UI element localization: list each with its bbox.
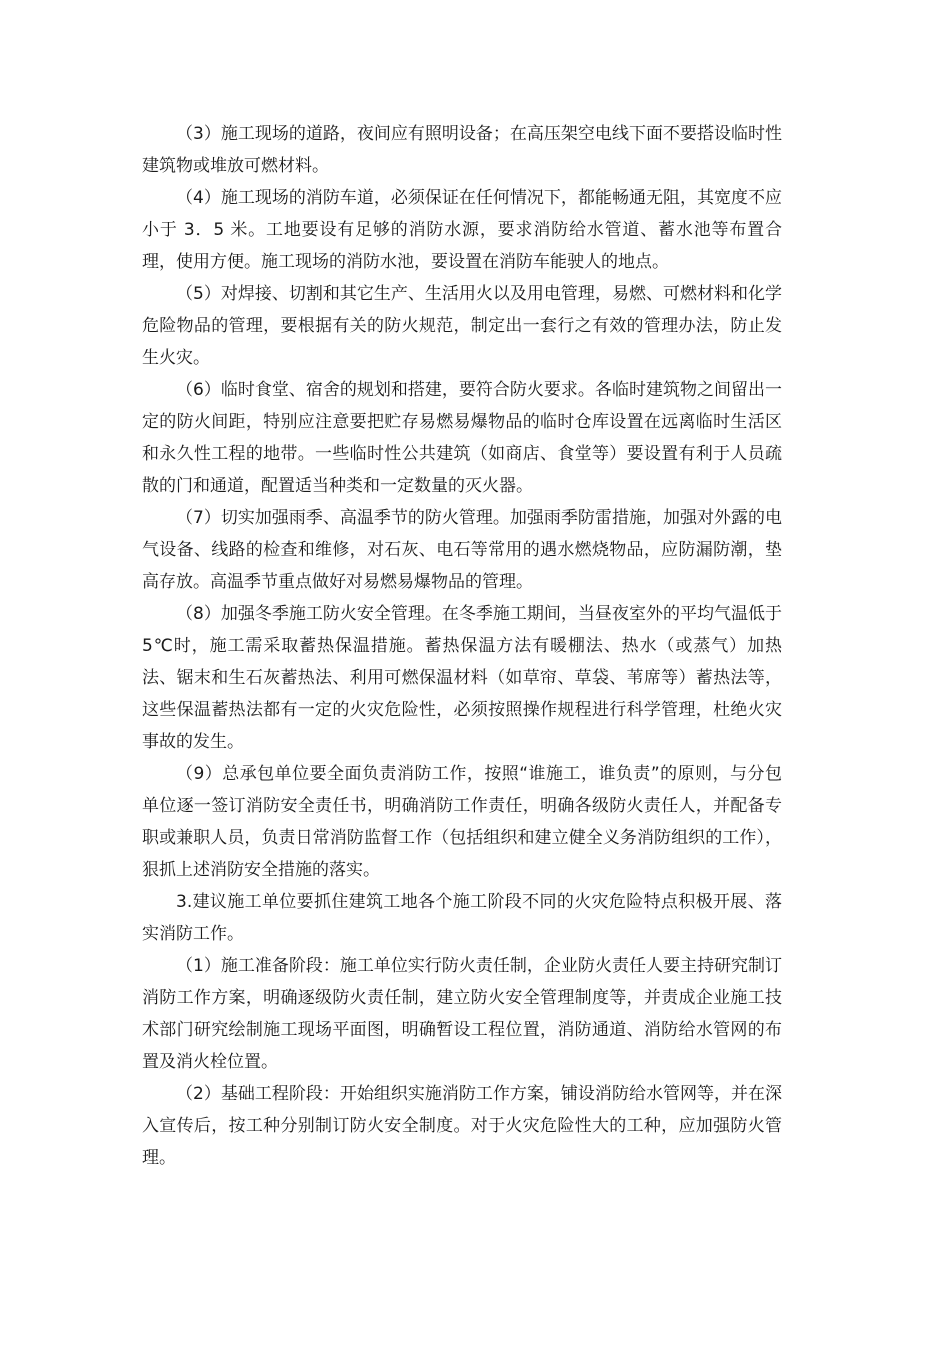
paragraph-fire-lane: （4）施工现场的消防车道，必须保证在任何情况下，都能畅通无阻，其宽度不应小于 3．5 米。工地要设有足够的消防水源，要求消防给水管道、蓄水池等布置合理，使用方便。施工现场的消防水池，要设置在消防车能驶人的地点。	[142, 188, 782, 272]
paragraph-foundation-stage: （2）基础工程阶段：开始组织实施消防工作方案，铺设消防给水管网等，并在深入宣传后，按工种分别制订防火安全制度。对于火灾危险性大的工种，应加强防火管理。	[142, 1084, 782, 1168]
document-body	[142, 118, 782, 1174]
paragraph-preparation-stage: （1）施工准备阶段：施工单位实行防火责任制，企业防火责任人要主持研究制订消防工作方案，明确逐级防火责任制，建立防火安全管理制度等，并责成企业施工技术部门研究绘制施工现场平面图，明确暂设工程位置，消防通道、消防给水管网的布置及消火栓位置。	[142, 956, 782, 1072]
paragraph-section-3: 3.建议施工单位要抓住建筑工地各个施工阶段不同的火灾危险特点积极开展、落实消防工作。	[142, 892, 782, 944]
paragraph-winter-construction: （8）加强冬季施工防火安全管理。在冬季施工期间，当昼夜室外的平均气温低于 5℃时，施工需采取蓄热保温措施。蓄热保温方法有暖棚法、热水（或蒸气）加热法、锯末和生石灰蓄热法、利用可燃保温材料（如草帘、草袋、苇席等）蓄热法等，这些保温蓄热法都有一定的火灾危险性，必须按照操作规程进行科学管理，杜绝火灾事故的发生。	[142, 604, 782, 752]
paragraph-temporary-buildings: （6）临时食堂、宿舍的规划和搭建，要符合防火要求。各临时建筑物之间留出一定的防火间距，特别应注意要把贮存易燃易爆物品的临时仓库设置在远离临时生活区和永久性工程的地带。一些临时性公共建筑（如商店、食堂等）要设置有利于人员疏散的门和通道，配置适当种类和一定数量的灭火器。	[142, 380, 782, 496]
paragraph-general-contractor: （9）总承包单位要全面负责消防工作，按照“谁施工，谁负责”的原则，与分包单位逐一签订消防安全责任书，明确消防工作责任，明确各级防火责任人，并配备专职或兼职人员，负责日常消防监督工作（包括组织和建立健全义务消防组织的工作），狠抓上述消防安全措施的落实。	[142, 764, 782, 880]
paragraph-fire-use-management: （5）对焊接、切割和其它生产、生活用火以及用电管理，易燃、可燃材料和化学危险物品的管理，要根据有关的防火规范，制定出一套行之有效的管理办法，防止发生火灾。	[142, 284, 782, 368]
paragraph-road-lighting: （3）施工现场的道路，夜间应有照明设备；在高压架空电线下面不要搭设临时性建筑物或堆放可燃材料。	[142, 124, 782, 176]
paragraph-rainy-hot-season: （7）切实加强雨季、高温季节的防火管理。加强雨季防雷措施，加强对外露的电气设备、线路的检查和维修，对石灰、电石等常用的遇水燃烧物品，应防漏防潮，垫高存放。高温季节重点做好对易燃易爆物品的管理。	[142, 508, 782, 592]
